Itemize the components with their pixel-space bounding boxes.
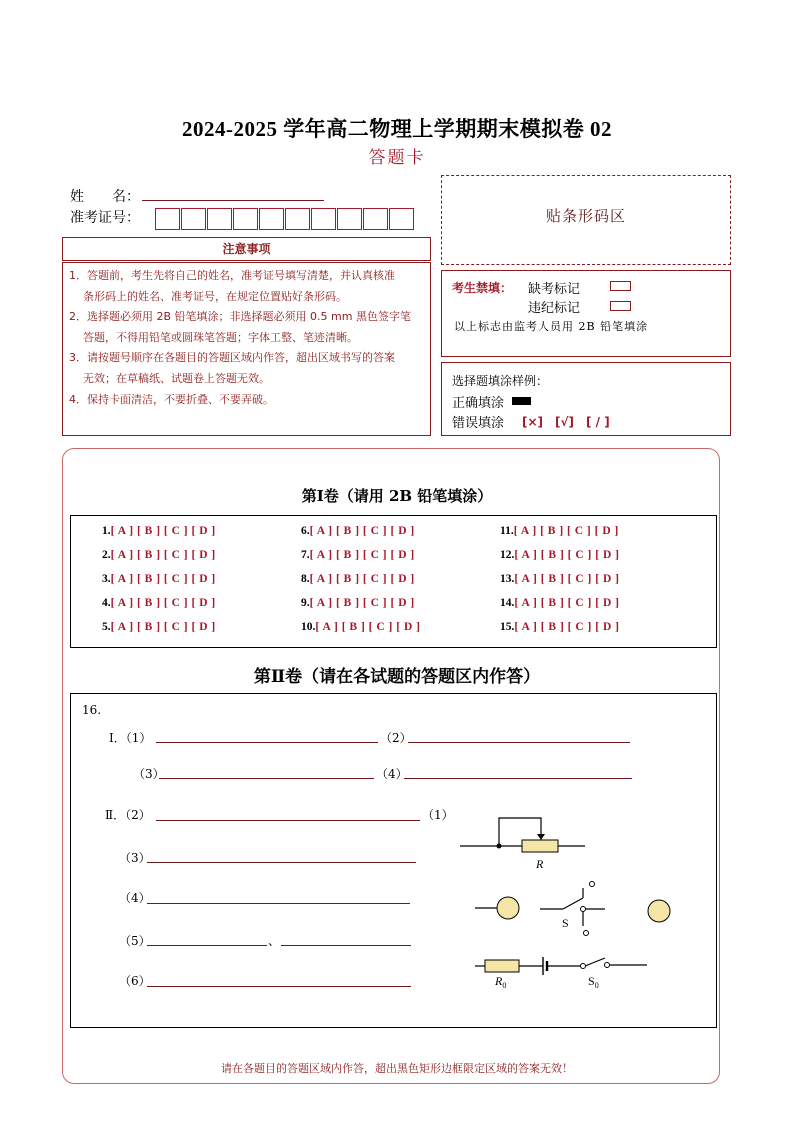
p2-label: （2）	[380, 731, 412, 745]
part2-title: 第Ⅱ卷（请在各试题的答题区内作答）	[253, 667, 541, 687]
mc-options[interactable]: [ A ] [ B ] [ C ] [ D ]	[110, 573, 216, 585]
absent-label: 缺考标记	[528, 282, 581, 297]
s4-label: （4）	[119, 891, 151, 905]
answer-line[interactable]	[156, 820, 420, 821]
barcode-label: 贴条形码区	[545, 207, 626, 225]
mc-options[interactable]: [ A ] [ B ] [ C ] [ D ]	[309, 597, 415, 609]
mc-question-number: 12.	[500, 549, 515, 561]
p3-label: （3）	[133, 767, 165, 781]
answer-line[interactable]	[156, 742, 378, 743]
mc-question[interactable]	[102, 573, 216, 585]
mc-question[interactable]	[500, 621, 619, 633]
answer-line[interactable]	[408, 742, 630, 743]
part1-box	[70, 515, 717, 648]
mc-question-number: 13.	[500, 573, 515, 585]
mc-options[interactable]: [ A ] [ B ] [ C ] [ D ]	[309, 573, 415, 585]
wrong-label: 错误填涂	[452, 416, 505, 431]
mc-question-number: 11.	[500, 525, 514, 537]
correct-label: 正确填涂	[452, 396, 505, 411]
mc-question-number: 7.	[301, 549, 310, 561]
label-S0-sub: 0	[594, 981, 599, 990]
mc-question-number: 1.	[102, 525, 111, 537]
mc-options[interactable]: [ A ] [ B ] [ C ] [ D ]	[514, 573, 620, 585]
mc-question-number: 9.	[301, 597, 310, 609]
id-grid[interactable]	[155, 208, 425, 232]
circuit-components-figure	[455, 808, 675, 998]
mc-question[interactable]	[500, 525, 619, 537]
sample-box	[441, 362, 731, 436]
forbidden-note: 以上标志由监考人员用 2B 铅笔填涂	[454, 320, 649, 333]
mc-options[interactable]: [ A ] [ B ] [ C ] [ D ]	[514, 549, 620, 561]
mc-question-number: 10.	[301, 621, 316, 633]
mc-question-number: 15.	[500, 621, 515, 633]
mc-options[interactable]: [ A ] [ B ] [ C ] [ D ]	[315, 621, 421, 633]
mc-options[interactable]: [ A ] [ B ] [ C ] [ D ]	[309, 549, 415, 561]
notes-title: 注意事项	[222, 242, 271, 256]
mc-question[interactable]	[301, 525, 415, 537]
mc-question-number: 4.	[102, 597, 111, 609]
label-S: S	[562, 916, 569, 930]
sep-mark: 、	[268, 934, 281, 948]
mc-options[interactable]: [ A ] [ B ] [ C ] [ D ]	[514, 621, 620, 633]
q16-label: 16.	[82, 703, 102, 717]
mc-question[interactable]	[301, 549, 415, 561]
part1-title: 第Ⅰ卷（请用 2B 铅笔填涂）	[301, 487, 493, 505]
s6-label: （6）	[119, 974, 151, 988]
mc-options[interactable]: [ A ] [ B ] [ C ] [ D ]	[110, 549, 216, 561]
label-R0: R	[495, 974, 503, 988]
sec2-label: Ⅱ．（2）	[105, 808, 151, 822]
forbidden-label: 考生禁填：	[452, 281, 513, 295]
forbidden-box	[441, 270, 731, 357]
name-field[interactable]	[142, 200, 324, 201]
sample-title: 选择题填涂样例：	[452, 374, 549, 388]
page-title: 2024-2025 学年高二物理上学期期末模拟卷 02	[182, 117, 612, 141]
page-subtitle: 答题卡	[368, 148, 426, 168]
mc-options[interactable]: [ A ] [ B ] [ C ] [ D ]	[513, 525, 619, 537]
id-label: 准考证号：	[70, 210, 140, 226]
mc-question-number: 3.	[102, 573, 111, 585]
p1-label: （1）	[422, 808, 454, 822]
mc-options[interactable]: [ A ] [ B ] [ C ] [ D ]	[110, 525, 216, 537]
sec1-label: Ⅰ．（1）	[109, 731, 152, 745]
mc-question-number: 6.	[301, 525, 310, 537]
svg-text:S0	[588, 974, 599, 990]
label-R: R	[536, 857, 544, 871]
answer-line[interactable]	[147, 986, 411, 987]
note-line: 4．保持卡面清洁，不要折叠、不要弄破。	[69, 392, 274, 406]
mc-options[interactable]: [ A ] [ B ] [ C ] [ D ]	[309, 525, 415, 537]
wrong-marks: [×] [√] [ / ]	[522, 415, 610, 429]
svg-text:R0	[494, 974, 506, 990]
violation-label: 违纪标记	[528, 301, 581, 316]
mc-options[interactable]: [ A ] [ B ] [ C ] [ D ]	[514, 597, 620, 609]
p4-label: （4）	[376, 767, 408, 781]
footer-warning: 请在各题目的答题区域内作答，超出黑色矩形边框限定区域的答案无效！	[221, 1062, 573, 1075]
note-line: 3．请按题号顺序在各题目的答题区域内作答，超出区域书写的答案	[69, 351, 395, 365]
mc-question-number: 2.	[102, 549, 111, 561]
mc-question[interactable]	[102, 621, 216, 633]
answer-line[interactable]	[147, 903, 410, 904]
s5-label: （5）	[119, 934, 151, 948]
note-line: 条形码上的姓名、准考证号，在规定位置贴好条形码。	[83, 289, 347, 303]
mc-question-number: 5.	[102, 621, 111, 633]
answer-line[interactable]	[147, 945, 267, 946]
mc-question[interactable]	[500, 549, 619, 561]
label-S0: S	[588, 974, 595, 988]
name-label: 姓 名：	[70, 189, 140, 205]
answer-line[interactable]	[159, 778, 374, 779]
mc-question[interactable]	[102, 597, 216, 609]
s3-label: （3）	[119, 851, 151, 865]
notes-box	[62, 262, 431, 436]
mc-options[interactable]: [ A ] [ B ] [ C ] [ D ]	[110, 597, 216, 609]
mc-question[interactable]	[102, 549, 216, 561]
mc-options[interactable]: [ A ] [ B ] [ C ] [ D ]	[110, 621, 216, 633]
note-line: 无效；在草稿纸、试题卷上答题无效。	[83, 371, 270, 385]
mc-question[interactable]	[301, 573, 415, 585]
mc-question[interactable]	[102, 525, 216, 537]
mc-question[interactable]	[500, 597, 619, 609]
notes-header	[62, 237, 431, 261]
mc-question-number: 8.	[301, 573, 310, 585]
note-line: 1．答题前，考生先将自己的姓名，准考证号填写清楚，并认真核准	[69, 269, 395, 282]
mc-question[interactable]	[301, 597, 415, 609]
note-line: 答题，不得用铅笔或圆珠笔答题；字体工整、笔迹清晰。	[83, 330, 358, 344]
mc-question[interactable]	[301, 621, 420, 633]
absent-mark-box[interactable]	[610, 281, 631, 291]
violation-mark-box[interactable]	[610, 301, 631, 311]
mc-question[interactable]	[500, 573, 619, 585]
barcode-area	[441, 175, 731, 265]
filled-mark	[512, 397, 531, 405]
label-R0-sub: 0	[502, 981, 507, 990]
mc-question-number: 14.	[500, 597, 515, 609]
answer-line[interactable]	[147, 862, 416, 863]
note-line: 2．选择题必须用 2B 铅笔填涂；非选择题必须用 0.5 mm 黑色签字笔	[69, 310, 411, 324]
answer-line[interactable]	[281, 945, 411, 946]
answer-line[interactable]	[404, 778, 632, 779]
